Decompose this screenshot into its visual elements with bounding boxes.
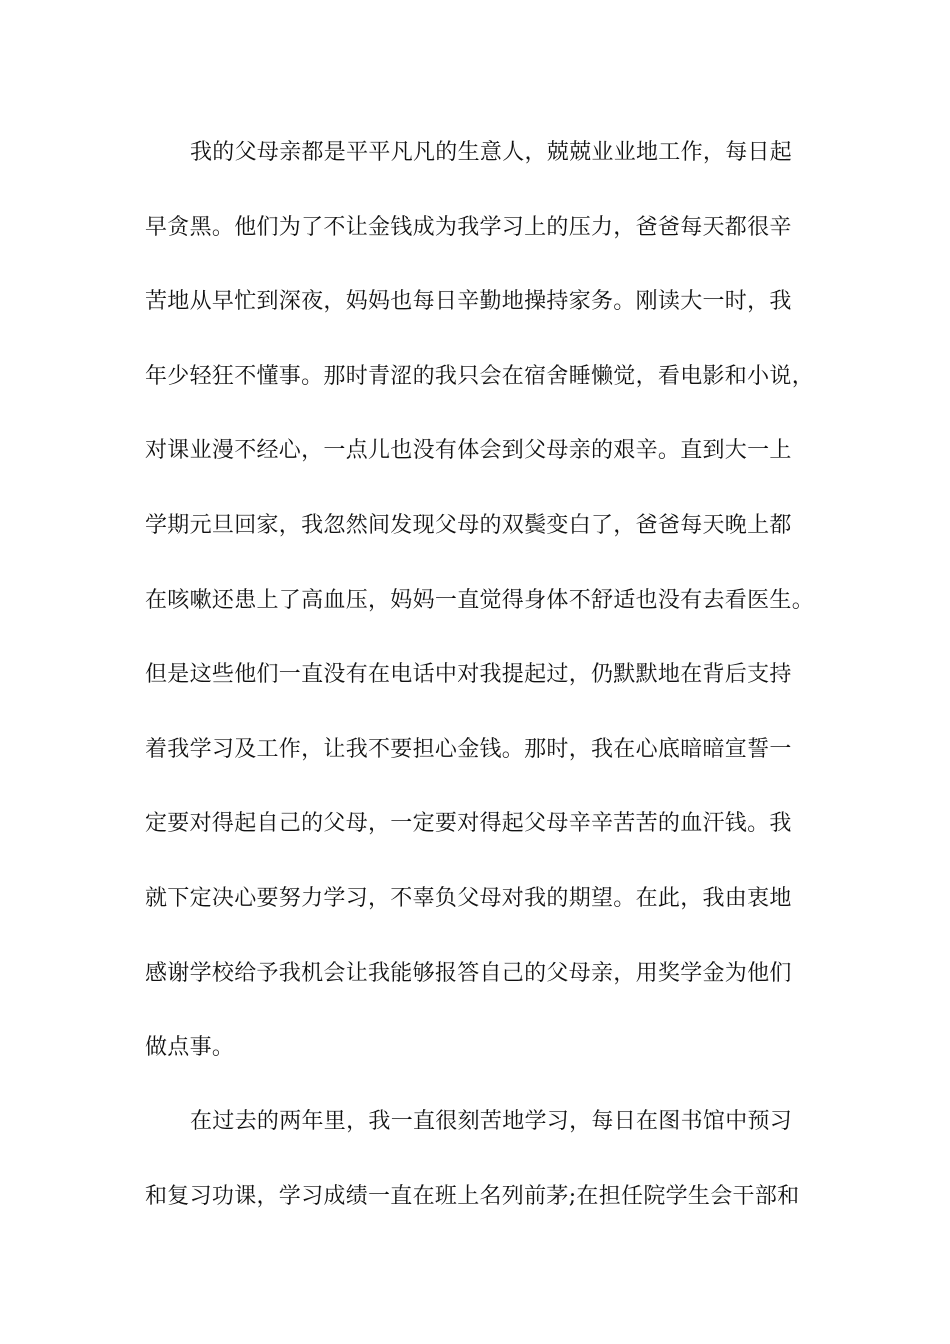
text-line: 对课业漫不经心，一点儿也没有体会到父母亲的艰辛。直到大一上 xyxy=(145,438,792,464)
text-line: 但是这些他们一直没有在电话中对我提起过，仍默默地在背后支持 xyxy=(145,662,792,688)
text-line: 感谢学校给予我机会让我能够报答自己的父母亲，用奖学金为他们 xyxy=(145,960,792,986)
text-line: 和复习功课，学习成绩一直在班上名列前茅;在担任院学生会干部和 xyxy=(145,1183,800,1209)
text-line: 就下定决心要努力学习，不辜负父母对我的期望。在此，我由衷地 xyxy=(145,885,792,911)
text-line: 苦地从早忙到深夜，妈妈也每日辛勤地操持家务。刚读大一时，我 xyxy=(145,289,792,315)
text-line: 做点事。 xyxy=(145,1035,235,1061)
text-line: 早贪黑。他们为了不让金钱成为我学习上的压力，爸爸每天都很辛 xyxy=(145,214,792,240)
text-line: 定要对得起自己的父母，一定要对得起父母辛辛苦苦的血汗钱。我 xyxy=(145,811,792,837)
text-line: 年少轻狂不懂事。那时青涩的我只会在宿舍睡懒觉，看电影和小说， xyxy=(145,363,815,389)
text-line: 在咳嗽还患上了高血压，妈妈一直觉得身体不舒适也没有去看医生。 xyxy=(145,587,815,613)
paragraph-2 xyxy=(145,1085,815,1234)
text-line: 我的父母亲都是平平凡凡的生意人，兢兢业业地工作，每日起 xyxy=(190,140,793,165)
text-line: 学期元旦回家，我忽然间发现父母的双鬓变白了，爸爸每天晚上都 xyxy=(145,512,792,538)
text-line: 着我学习及工作，让我不要担心金钱。那时，我在心底暗暗宣誓一 xyxy=(145,736,792,762)
paragraph-1 xyxy=(145,116,815,1086)
text-line: 在过去的两年里，我一直很刻苦地学习，每日在图书馆中预习 xyxy=(190,1109,793,1134)
